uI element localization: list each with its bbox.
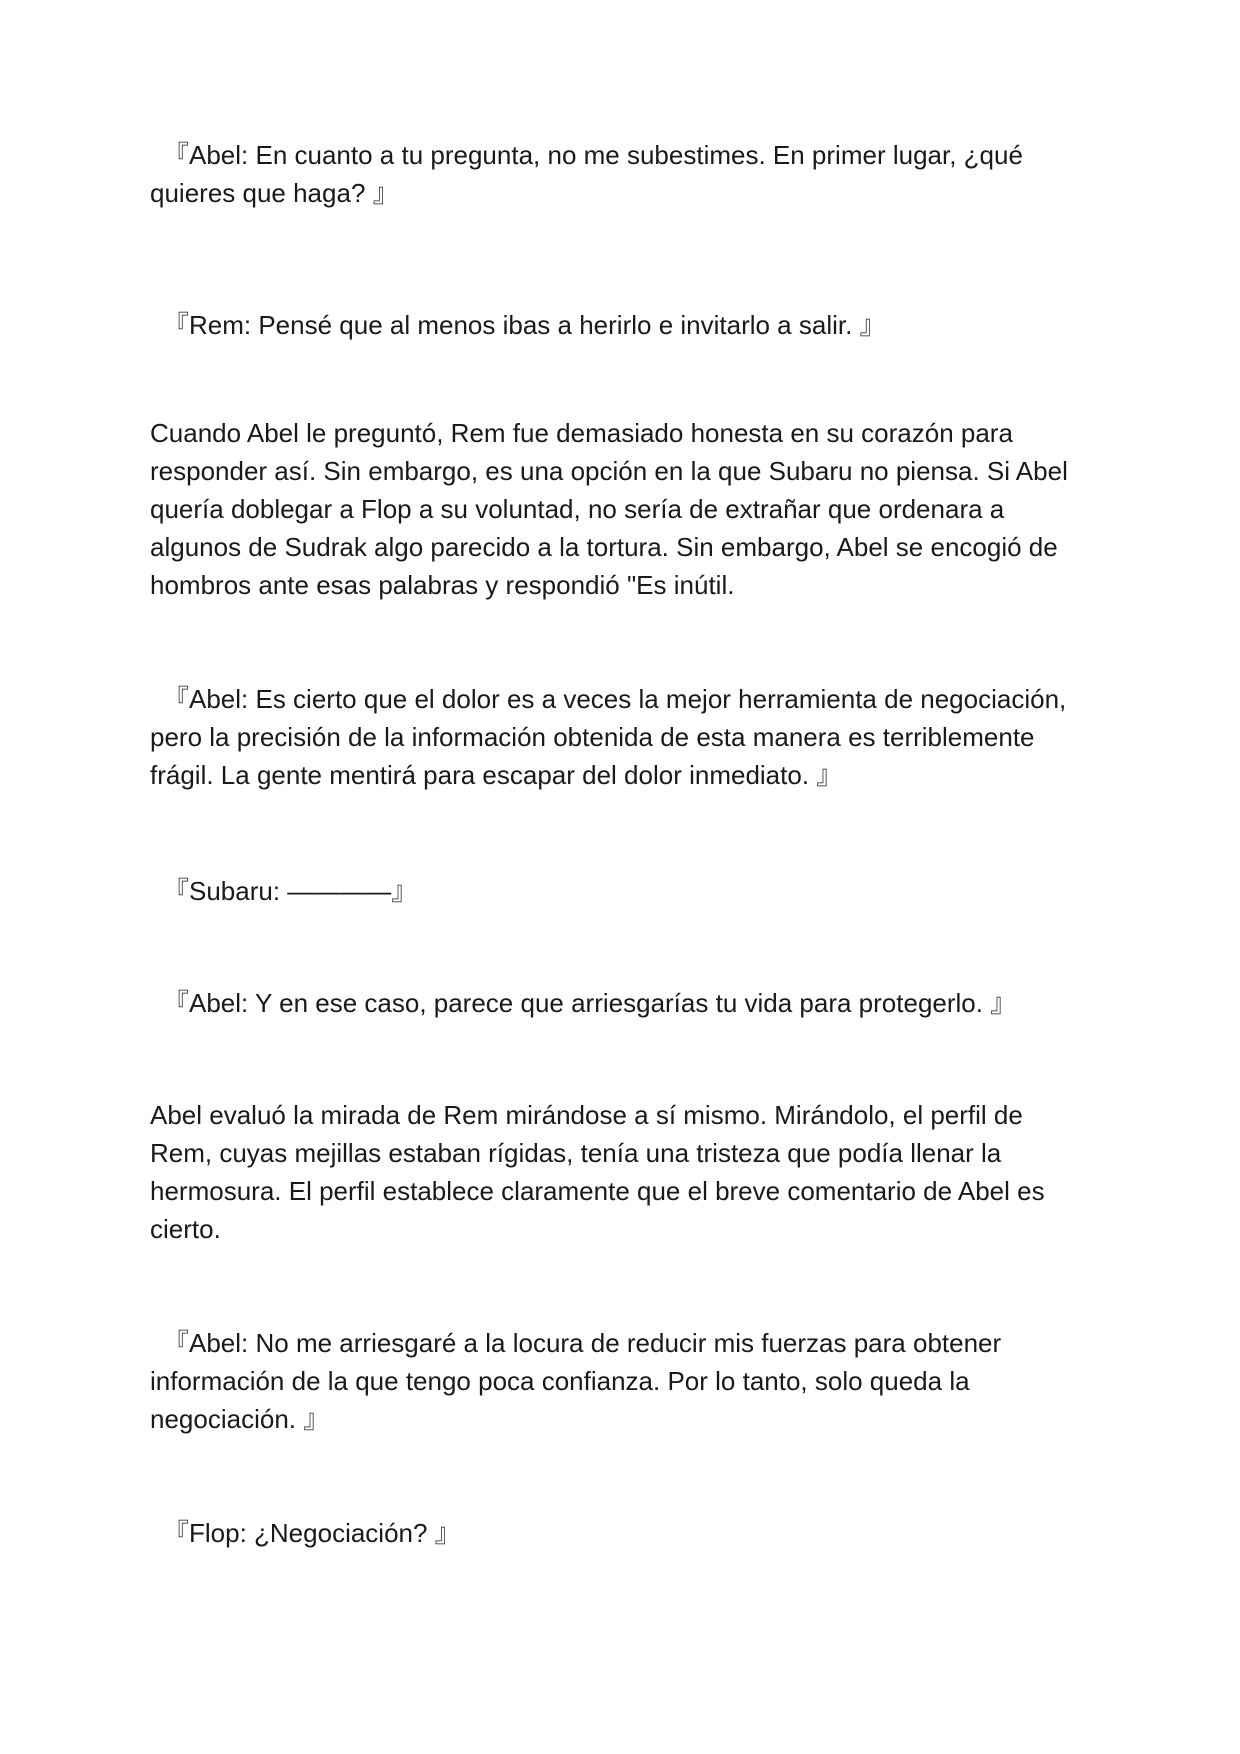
paragraph-abel-pain: 『Abel: Es cierto que el dolor es a veces la mejor herramienta de negociación, pero la precisión de la información obtenida de esta manera es terriblemente frágil. La gente mentirá para escapar del dolor inmediato. 』	[150, 684, 1067, 790]
paragraph-subaru: 『Subaru: ————』	[150, 876, 418, 906]
paragraph-rem-reply: 『Rem: Pensé que al menos ibas a herirlo e invitarlo a salir. 』	[150, 310, 886, 340]
paragraph-abel-question: 『Abel: En cuanto a tu pregunta, no me subestimes. En primer lugar, ¿qué quieres que haga? 』	[150, 140, 1023, 208]
paragraph-abel-risk: 『Abel: Y en ese caso, parece que arriesgarías tu vida para protegerlo. 』	[150, 988, 1017, 1018]
paragraph-narration-rem-profile: Abel evaluó la mirada de Rem mirándose a sí mismo. Mirándolo, el perfil de Rem, cuyas mejillas estaban rígidas, tenía una tristeza que podía llenar la hermosura. El perfil establece claramente que el breve comentario de Abel es cierto.	[150, 1100, 1045, 1244]
paragraph-narration-torture: Cuando Abel le preguntó, Rem fue demasiado honesta en su corazón para responder así. Sin embargo, es una opción en la que Subaru no piensa. Si Abel quería doblegar a Flop a su voluntad, no sería de extrañar que ordenara a algunos de Sudrak algo parecido a la tortura. Sin embargo, Abel se encogió de hombros ante esas palabras y respondió "Es inútil.	[150, 418, 1068, 600]
paragraph-flop: 『Flop: ¿Negociación? 』	[150, 1518, 461, 1548]
paragraph-abel-negotiation: 『Abel: No me arriesgaré a la locura de reducir mis fuerzas para obtener información de la que tengo poca confianza. Por lo tanto, solo queda la negociación. 』	[150, 1328, 1002, 1434]
